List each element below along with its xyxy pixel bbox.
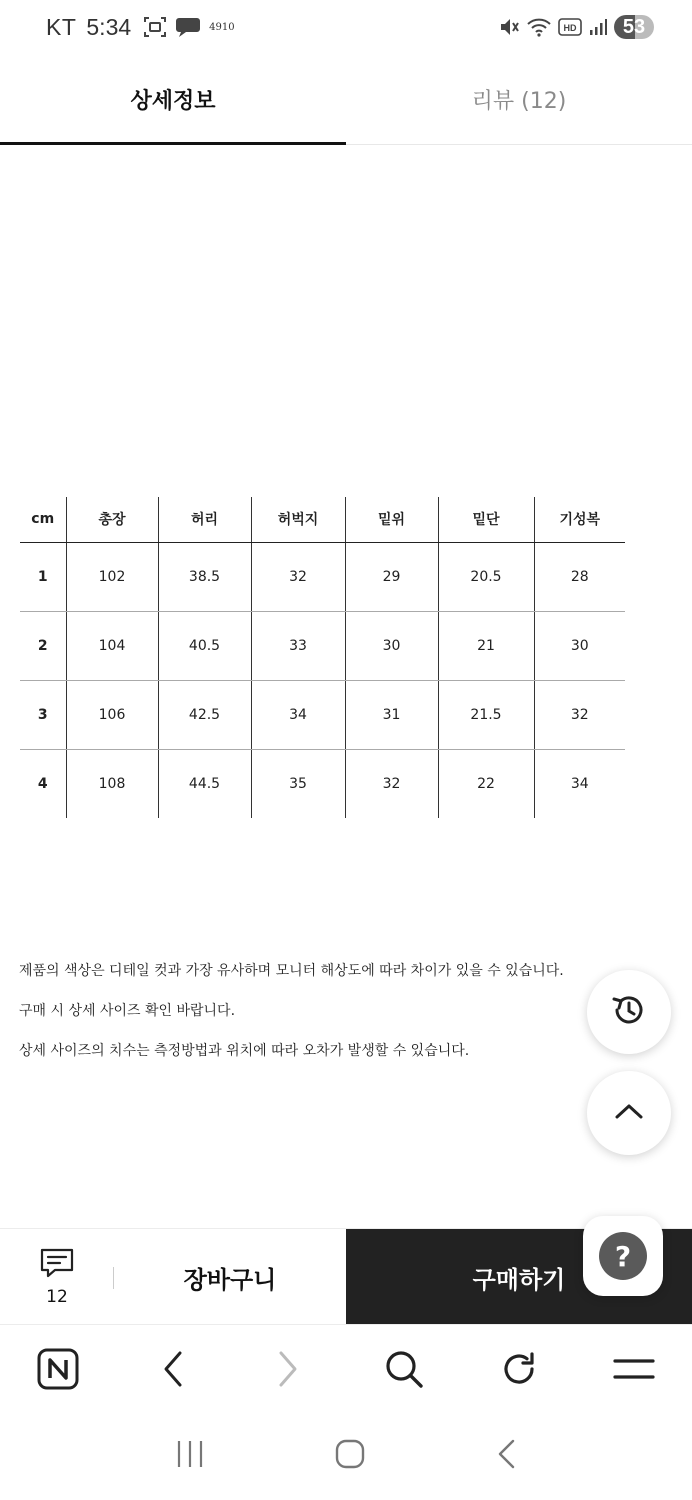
naver-home-icon[interactable]: [36, 1347, 80, 1391]
table-cell: 4: [37, 775, 48, 792]
battery-level: 53: [614, 15, 654, 39]
browser-toolbar: [0, 1324, 692, 1412]
table-cell: 32: [345, 749, 438, 818]
table-cell: 44.5: [158, 749, 251, 818]
header-thigh: 허벅지: [251, 497, 345, 542]
recent-apps-icon[interactable]: [175, 1439, 205, 1473]
system-navigation-bar: [0, 1412, 692, 1500]
question-icon: ?: [599, 1232, 647, 1280]
history-icon: [610, 991, 648, 1033]
table-cell: 3: [20, 680, 66, 749]
screenshot-icon: [143, 16, 167, 38]
back-icon[interactable]: [151, 1347, 195, 1391]
hd-icon: [558, 17, 582, 37]
table-cell: 20.5: [438, 542, 534, 611]
table-cell: 32: [251, 542, 345, 611]
svg-text:HD: HD: [563, 23, 577, 33]
size-check-text: 구매 시 상세 사이즈 확인 바랍니다.: [19, 1003, 236, 1019]
review-count: 12: [46, 1287, 68, 1307]
measurement-disclaimer-text: 상세 사이즈의 치수는 측정방법과 위치에 따라 오차가 발생할 수 있습니다.: [19, 1043, 470, 1059]
table-cell: 40.5: [158, 611, 251, 680]
tab-details[interactable]: 상세정보: [0, 54, 346, 144]
status-time: 5:34: [86, 13, 132, 40]
search-icon[interactable]: [382, 1347, 426, 1391]
table-cell: 34: [534, 749, 625, 818]
size-table-header-row: [20, 497, 625, 542]
header-standard-size: 기성복: [534, 497, 625, 542]
table-cell: 108: [66, 749, 158, 818]
table-row: [20, 749, 625, 818]
header-hem: 밑단: [438, 497, 534, 542]
help-button[interactable]: [583, 1216, 663, 1296]
wifi-icon: [526, 16, 552, 38]
signal-icon: [588, 17, 608, 37]
table-cell: 30: [534, 611, 625, 680]
table-cell: 106: [66, 680, 158, 749]
scroll-top-button[interactable]: [587, 1071, 671, 1155]
header-cm: cm: [20, 497, 66, 542]
table-row: [20, 611, 625, 680]
carrier-label: KT: [46, 13, 77, 40]
table-cell: 33: [251, 611, 345, 680]
notification-number: 4910: [209, 21, 235, 33]
tab-bar: [0, 54, 692, 145]
reload-icon[interactable]: [497, 1347, 541, 1391]
table-cell: 34: [251, 680, 345, 749]
table-cell: 104: [66, 611, 158, 680]
chevron-up-icon: [614, 1101, 644, 1125]
table-row: [20, 680, 625, 749]
table-cell: 21: [438, 611, 534, 680]
table-cell: 38.5: [158, 542, 251, 611]
chat-bubble-icon: [175, 16, 201, 38]
table-cell: 21.5: [438, 680, 534, 749]
mute-icon: [498, 16, 520, 38]
size-table: [20, 497, 625, 818]
back-icon[interactable]: [495, 1439, 517, 1473]
menu-icon[interactable]: [612, 1347, 656, 1391]
table-cell: 102: [66, 542, 158, 611]
table-cell: 32: [534, 680, 625, 749]
table-cell: 2: [20, 611, 66, 680]
forward-icon[interactable]: [266, 1347, 310, 1391]
product-notes: [19, 960, 564, 1080]
table-cell: 31: [345, 680, 438, 749]
color-disclaimer-text: 제품의 색상은 디테일 컷과 가장 유사하며 모니터 해상도에 따라 차이가 있을 수 있습니다.: [19, 963, 564, 979]
table-cell: 28: [534, 542, 625, 611]
table-cell: 35: [251, 749, 345, 818]
table-cell: 30: [345, 611, 438, 680]
add-to-cart-button[interactable]: 장바구니: [183, 1265, 277, 1294]
table-cell: 42.5: [158, 680, 251, 749]
comment-icon: [39, 1247, 75, 1283]
home-icon[interactable]: [335, 1439, 365, 1473]
review-shortcut-button[interactable]: [0, 1229, 114, 1325]
table-row: [20, 542, 625, 611]
table-cell: 22: [438, 749, 534, 818]
header-waist: 허리: [158, 497, 251, 542]
status-bar: [0, 0, 692, 54]
table-cell: 1: [20, 542, 66, 611]
buy-now-button[interactable]: 구매하기: [346, 1229, 692, 1325]
recent-history-button[interactable]: [587, 970, 671, 1054]
table-cell: 29: [345, 542, 438, 611]
header-rise: 밑위: [345, 497, 438, 542]
header-total-length: 총장: [66, 497, 158, 542]
tab-reviews[interactable]: 리뷰 (12): [471, 88, 567, 114]
